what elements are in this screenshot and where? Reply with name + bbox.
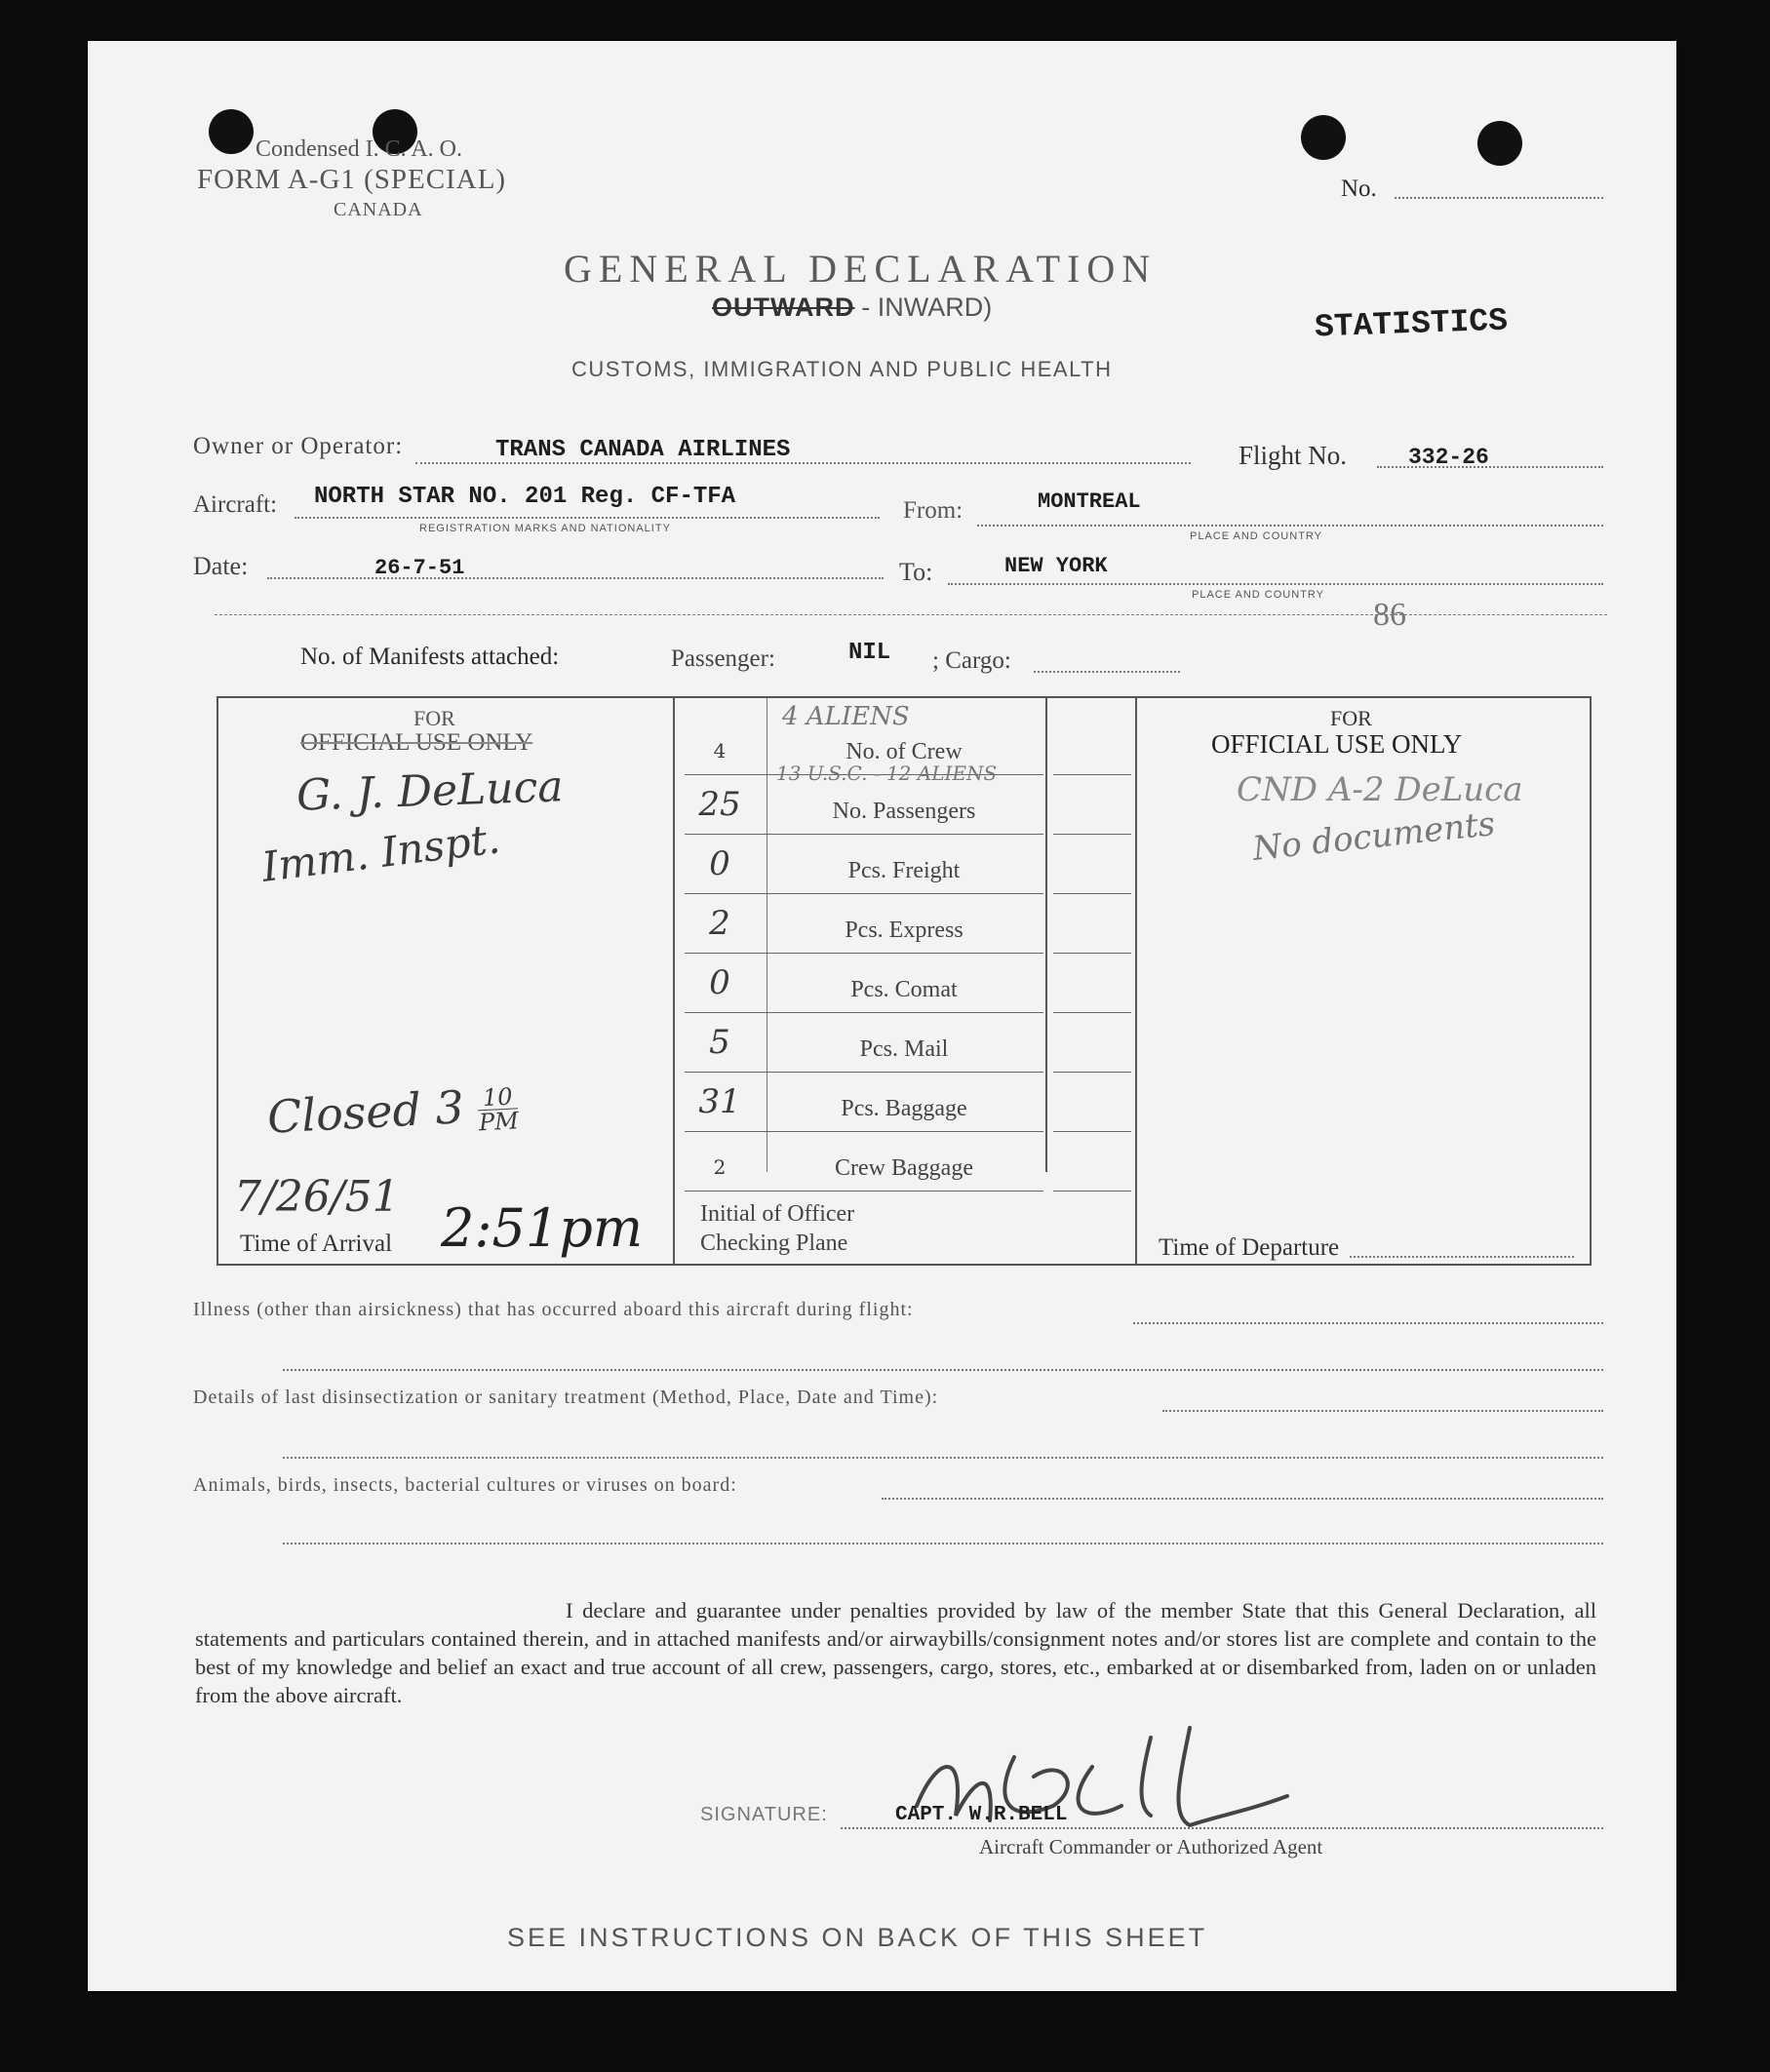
item-value: 0 bbox=[709, 844, 730, 883]
item-initial-line bbox=[1053, 1131, 1131, 1132]
punch-hole-3 bbox=[1301, 115, 1346, 160]
departure-field bbox=[1350, 1256, 1574, 1258]
form-reference-line1: Condensed I. C. A. O. bbox=[256, 137, 462, 162]
item-note: 13 U.S.C. - 12 ALIENS bbox=[776, 762, 998, 785]
aircraft-sublabel: REGISTRATION MARKS AND NATIONALITY bbox=[419, 523, 671, 534]
direction-inward: - INWARD) bbox=[861, 293, 993, 322]
to-value: NEW YORK bbox=[1004, 554, 1108, 578]
item-row-line bbox=[685, 1131, 1043, 1132]
from-sublabel: PLACE AND COUNTRY bbox=[1190, 530, 1322, 542]
owner-value: TRANS CANADA AIRLINES bbox=[495, 437, 791, 463]
number-field bbox=[1395, 197, 1603, 199]
date-field bbox=[267, 577, 884, 579]
item-note: 4 ALIENS bbox=[782, 702, 910, 731]
official-use-table bbox=[216, 696, 1592, 1266]
arrival-date: 7/26/51 bbox=[234, 1172, 400, 1222]
divider-left bbox=[673, 698, 675, 1264]
to-label: To: bbox=[899, 558, 933, 586]
animals-field-2 bbox=[283, 1543, 1603, 1544]
from-value: MONTREAL bbox=[1038, 489, 1141, 514]
from-label: From: bbox=[903, 497, 964, 524]
margin-number: 86 bbox=[1373, 597, 1406, 633]
item-label: No. of Crew bbox=[846, 739, 963, 764]
passenger-value: NIL bbox=[848, 640, 891, 666]
item-value: 0 bbox=[709, 963, 730, 1002]
flight-label: Flight No. bbox=[1239, 441, 1348, 470]
aircraft-value: NORTH STAR NO. 201 Reg. CF-TFA bbox=[314, 484, 736, 510]
item-label: Pcs. Comat bbox=[850, 977, 958, 1002]
number-label: No. bbox=[1341, 176, 1377, 202]
signature-label: SIGNATURE: bbox=[700, 1804, 828, 1825]
right-note-2: No documents bbox=[1250, 804, 1497, 869]
cargo-field bbox=[1034, 671, 1180, 673]
inspector-signature: G. J. DeLuca bbox=[295, 762, 565, 821]
item-row-line bbox=[685, 1012, 1043, 1013]
signature-field bbox=[841, 1827, 1603, 1829]
department-line: CUSTOMS, IMMIGRATION AND PUBLIC HEALTH bbox=[571, 357, 1113, 381]
animals-field-1 bbox=[882, 1498, 1603, 1500]
inspector-title: Imm. Inspt. bbox=[258, 814, 503, 891]
item-value: 2 bbox=[713, 1155, 727, 1179]
manifests-label: No. of Manifests attached: bbox=[300, 644, 560, 670]
item-label: Pcs. Express bbox=[845, 918, 964, 943]
initial-label-line2: Checking Plane bbox=[700, 1231, 848, 1256]
declaration-text: I declare and guarantee under penalties provided by law of the member State that this General Declaration, all statements and particulars contained therein, and in attached manifests and/or airwaybills/consignment notes and/or stores list are complete and contain to the best of my knowledge and belief an exact and true account of all crew, passengers, cargo, stores, etc., embarked at or disembarked from, laden on or unladen from the above aircraft. bbox=[195, 1598, 1596, 1707]
item-row-line bbox=[685, 1191, 1043, 1192]
item-row-line bbox=[685, 893, 1043, 894]
item-row-line bbox=[685, 834, 1043, 835]
disinsect-question: Details of last disinsectization or sanitary treatment (Method, Place, Date and Time): bbox=[193, 1387, 939, 1408]
item-value: 2 bbox=[709, 904, 730, 943]
divider-right bbox=[1135, 698, 1137, 1264]
left-heading-for: FOR bbox=[413, 706, 455, 730]
left-heading-official: OFFICIAL USE ONLY bbox=[300, 729, 533, 756]
item-initial-line bbox=[1053, 893, 1131, 894]
departure-label: Time of Departure bbox=[1159, 1234, 1340, 1261]
item-initial-line bbox=[1053, 834, 1131, 835]
punch-hole-4 bbox=[1477, 121, 1522, 166]
item-label: Pcs. Freight bbox=[847, 858, 961, 883]
date-label: Date: bbox=[193, 552, 249, 580]
to-sublabel: PLACE AND COUNTRY bbox=[1192, 589, 1324, 601]
item-initial-line bbox=[1053, 1072, 1131, 1073]
item-value: 31 bbox=[698, 1082, 741, 1121]
page-title: GENERAL DECLARATION bbox=[564, 247, 1158, 291]
form-reference-line2: FORM A-G1 (SPECIAL) bbox=[197, 164, 507, 195]
signature-sublabel: Aircraft Commander or Authorized Agent bbox=[979, 1835, 1323, 1858]
closed-note bbox=[266, 1077, 520, 1145]
item-label: Pcs. Baggage bbox=[841, 1096, 967, 1121]
illness-field-1 bbox=[1133, 1322, 1603, 1324]
closed-pm: PM bbox=[478, 1106, 520, 1136]
illness-question: Illness (other than airsickness) that has occurred aboard this aircraft during flight: bbox=[193, 1299, 914, 1320]
item-label: Crew Baggage bbox=[835, 1155, 973, 1181]
direction-line bbox=[712, 293, 992, 323]
aircraft-field bbox=[295, 517, 880, 519]
disinsect-field-2 bbox=[283, 1457, 1603, 1459]
item-value: 4 bbox=[713, 739, 727, 762]
initial-label-line1: Initial of Officer bbox=[700, 1201, 855, 1227]
statistics-stamp: STATISTICS bbox=[1314, 302, 1509, 346]
item-initial-line bbox=[1053, 1012, 1131, 1013]
arrival-label: Time of Arrival bbox=[240, 1231, 393, 1257]
signature-typed: CAPT. W.R.BELL bbox=[895, 1804, 1068, 1826]
arrival-time: 2:51pm bbox=[441, 1197, 644, 1259]
disinsect-field-1 bbox=[1162, 1410, 1603, 1412]
item-row-line bbox=[685, 1072, 1043, 1073]
form-sheet bbox=[88, 41, 1676, 1991]
direction-struck: OUTWARD bbox=[712, 293, 855, 322]
animals-question: Animals, birds, insects, bacterial cultures or viruses on board: bbox=[193, 1474, 737, 1496]
flight-value: 332-26 bbox=[1408, 445, 1489, 470]
punch-hole-1 bbox=[209, 109, 254, 154]
item-initial-line bbox=[1053, 774, 1131, 775]
right-note-1: CND A-2 DeLuca bbox=[1237, 770, 1523, 809]
divider-notes bbox=[1045, 698, 1047, 1172]
cargo-label: ; Cargo: bbox=[932, 647, 1011, 674]
right-heading-official: OFFICIAL USE ONLY bbox=[1211, 729, 1463, 759]
to-field bbox=[948, 583, 1603, 585]
item-value: 25 bbox=[698, 785, 741, 824]
from-field bbox=[977, 525, 1603, 527]
item-label: No. Passengers bbox=[832, 799, 976, 824]
closed-text: Closed 3 bbox=[265, 1080, 466, 1144]
footer-instructions: SEE INSTRUCTIONS ON BACK OF THIS SHEET bbox=[507, 1923, 1208, 1952]
aircraft-label: Aircraft: bbox=[193, 491, 278, 518]
closed-minutes: 10 bbox=[477, 1084, 518, 1111]
item-value: 5 bbox=[709, 1023, 730, 1062]
item-initial-line bbox=[1053, 953, 1131, 954]
form-reference-line3: CANADA bbox=[334, 199, 423, 220]
item-label: Pcs. Mail bbox=[859, 1036, 949, 1062]
owner-label: Owner or Operator: bbox=[193, 433, 404, 459]
item-row-line bbox=[685, 953, 1043, 954]
right-heading-for: FOR bbox=[1330, 706, 1372, 730]
closed-fraction bbox=[477, 1084, 519, 1134]
date-value: 26-7-51 bbox=[374, 556, 465, 580]
illness-field-2 bbox=[283, 1369, 1603, 1371]
passenger-label: Passenger: bbox=[671, 645, 775, 672]
item-initial-line bbox=[1053, 1191, 1131, 1192]
